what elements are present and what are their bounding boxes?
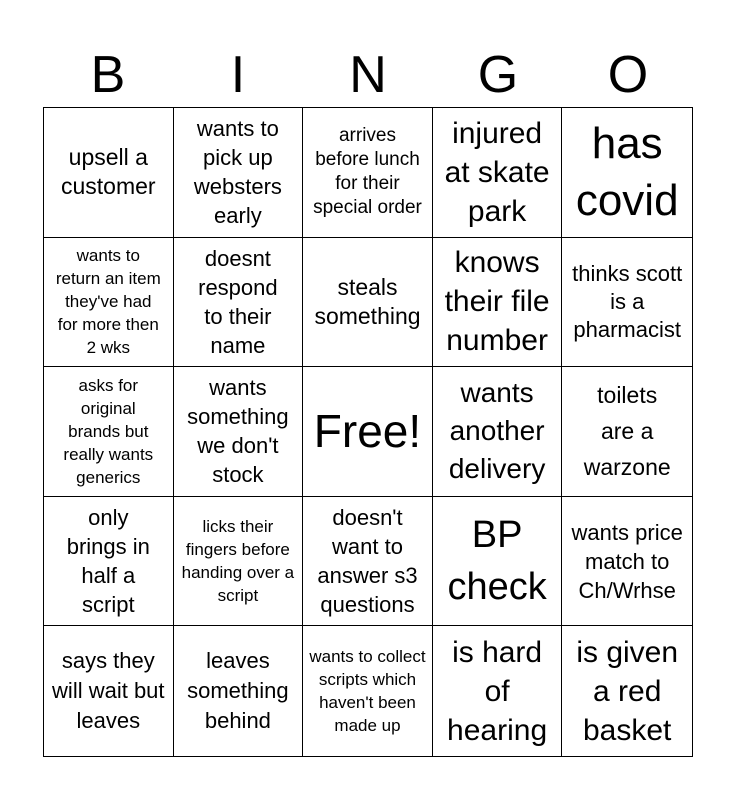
free-space-text: Free! xyxy=(313,405,422,458)
cell-text: thinks scott is a pharmacist xyxy=(572,260,683,342)
bingo-cell[interactable] xyxy=(562,108,692,238)
header-letter-o: O xyxy=(607,46,649,104)
bingo-cell[interactable] xyxy=(562,626,692,756)
cell-text: says they will wait but leaves xyxy=(52,648,165,734)
cell-text: asks for original brands but really wants generics xyxy=(63,375,154,487)
bingo-cell[interactable] xyxy=(303,108,433,238)
cell-text: toilets are a warzone xyxy=(583,382,671,481)
bingo-cell[interactable] xyxy=(303,497,433,627)
bingo-cell[interactable] xyxy=(433,497,563,627)
header-letter-b: B xyxy=(90,46,126,104)
cell-text: is given a red basket xyxy=(576,635,679,747)
cell-text: leaves something behind xyxy=(187,648,289,734)
bingo-cell[interactable] xyxy=(433,238,563,368)
cell-text: wants something we don't stock xyxy=(187,375,289,488)
cell-text: has covid xyxy=(575,119,679,226)
bingo-cell[interactable] xyxy=(562,497,692,627)
bingo-cell[interactable] xyxy=(562,238,692,368)
header-letter-i: I xyxy=(230,46,246,104)
cell-text: wants price match to Ch/Wrhse xyxy=(571,519,683,603)
cell-text: injured at skate park xyxy=(444,116,550,228)
bingo-board xyxy=(43,107,693,757)
bingo-cell[interactable] xyxy=(44,367,174,497)
bingo-cell[interactable] xyxy=(174,108,304,238)
cell-text: doesnt respond to their name xyxy=(198,245,278,358)
cell-text: knows their file number xyxy=(444,246,550,358)
header-letter-n: N xyxy=(349,46,387,104)
cell-text: BP check xyxy=(447,514,547,609)
bingo-cell[interactable] xyxy=(44,497,174,627)
bingo-header xyxy=(43,44,693,106)
bingo-cell[interactable] xyxy=(433,367,563,497)
cell-text: doesn't want to answer s3 questions xyxy=(317,505,418,618)
bingo-cell[interactable] xyxy=(303,238,433,368)
cell-text: is hard of hearing xyxy=(447,635,548,747)
cell-text: wants to pick up websters early xyxy=(193,116,282,229)
bingo-cell[interactable] xyxy=(433,108,563,238)
cell-text: wants to return an item they've had for more then 2 wks xyxy=(55,246,161,358)
bingo-cell[interactable] xyxy=(562,367,692,497)
cell-text: steals something xyxy=(314,273,421,329)
cell-text: wants another delivery xyxy=(448,377,546,485)
bingo-free-cell[interactable] xyxy=(303,367,433,497)
cell-text: only brings in half a script xyxy=(66,505,150,618)
bingo-cell[interactable] xyxy=(44,626,174,756)
bingo-cell[interactable] xyxy=(303,626,433,756)
bingo-cell[interactable] xyxy=(174,497,304,627)
bingo-cell[interactable] xyxy=(174,626,304,756)
bingo-cell[interactable] xyxy=(433,626,563,756)
bingo-cell[interactable] xyxy=(44,238,174,368)
cell-text: upsell a customer xyxy=(61,144,156,200)
cell-text: wants to collect scripts which haven't been made up xyxy=(309,647,426,736)
cell-text: arrives before lunch for their special order xyxy=(313,125,422,219)
bingo-cell[interactable] xyxy=(44,108,174,238)
cell-text: licks their fingers before handing over a script xyxy=(181,517,295,606)
bingo-cell[interactable] xyxy=(174,238,304,368)
bingo-cell[interactable] xyxy=(174,367,304,497)
header-letter-g: G xyxy=(477,46,519,104)
